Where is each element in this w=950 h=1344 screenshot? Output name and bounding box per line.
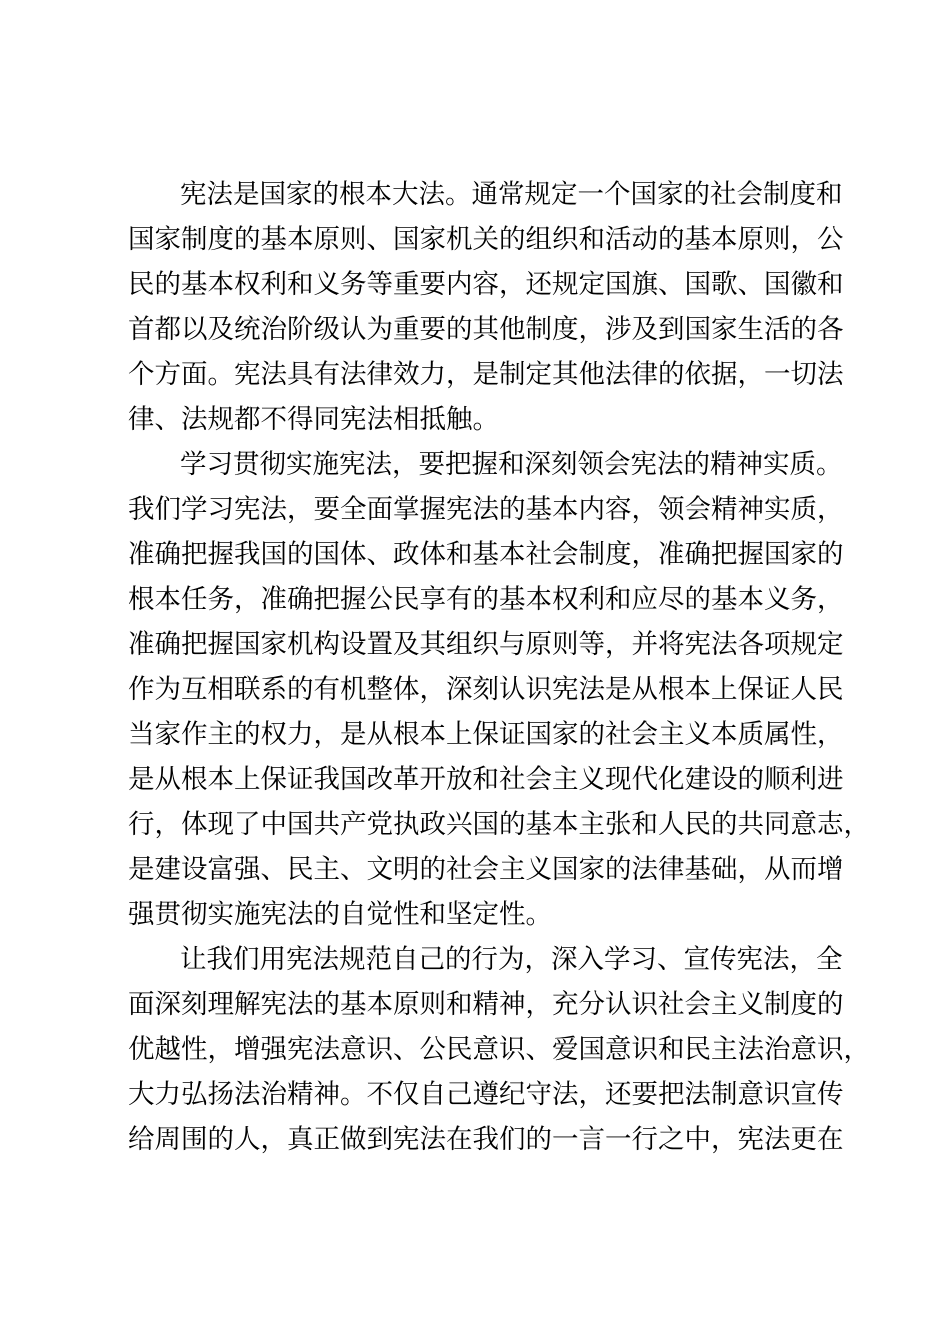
text-line: 当家作主的权力，是从根本上保证国家的社会主义本质属性，	[128, 719, 844, 750]
text-line: 准确把握我国的国体、政体和基本社会制度，准确把握国家的	[128, 539, 844, 570]
text-line: 大力弘扬法治精神。不仅自己遵纪守法，还要把法制意识宣传	[128, 1079, 844, 1110]
text-line: 我们学习宪法，要全面掌握宪法的基本内容，领会精神实质，	[128, 494, 844, 525]
text-line: 首都以及统治阶级认为重要的其他制度，涉及到国家生活的各	[128, 314, 844, 345]
text-line: 学习贯彻实施宪法，要把握和深刻领会宪法的精神实质。	[180, 449, 843, 480]
text-line: 是建设富强、民主、文明的社会主义国家的法律基础，从而增	[128, 854, 844, 885]
text-line: 面深刻理解宪法的基本原则和精神，充分认识社会主义制度的	[128, 989, 844, 1020]
paragraph-1	[128, 172, 844, 442]
paragraph-2	[128, 442, 870, 937]
text-line: 优越性，增强宪法意识、公民意识、爱国意识和民主法治意识，	[128, 1034, 870, 1065]
text-line: 宪法是国家的根本大法。通常规定一个国家的社会制度和	[180, 179, 843, 210]
text-line: 是从根本上保证我国改革开放和社会主义现代化建设的顺利进	[128, 764, 844, 795]
text-line: 根本任务，准确把握公民享有的基本权利和应尽的基本义务，	[128, 584, 844, 615]
text-line: 民的基本权利和义务等重要内容，还规定国旗、国歌、国徽和	[128, 269, 844, 300]
text-line: 准确把握国家机构设置及其组织与原则等，并将宪法各项规定	[128, 629, 844, 660]
text-line: 个方面。宪法具有法律效力，是制定其他法律的依据，一切法	[128, 359, 844, 390]
text-line: 律、法规都不得同宪法相抵触。	[128, 404, 499, 435]
text-line: 行，体现了中国共产党执政兴国的基本主张和人民的共同意志，	[128, 809, 870, 840]
paragraph-3	[128, 937, 870, 1162]
text-line: 让我们用宪法规范自己的行为，深入学习、宣传宪法，全	[180, 944, 843, 975]
document-body	[128, 172, 870, 1162]
text-line: 给周围的人，真正做到宪法在我们的一言一行之中，宪法更在	[128, 1124, 844, 1155]
text-line: 国家制度的基本原则、国家机关的组织和活动的基本原则，公	[128, 224, 844, 255]
text-line: 作为互相联系的有机整体，深刻认识宪法是从根本上保证人民	[128, 674, 844, 705]
text-line: 强贯彻实施宪法的自觉性和坚定性。	[128, 899, 552, 930]
